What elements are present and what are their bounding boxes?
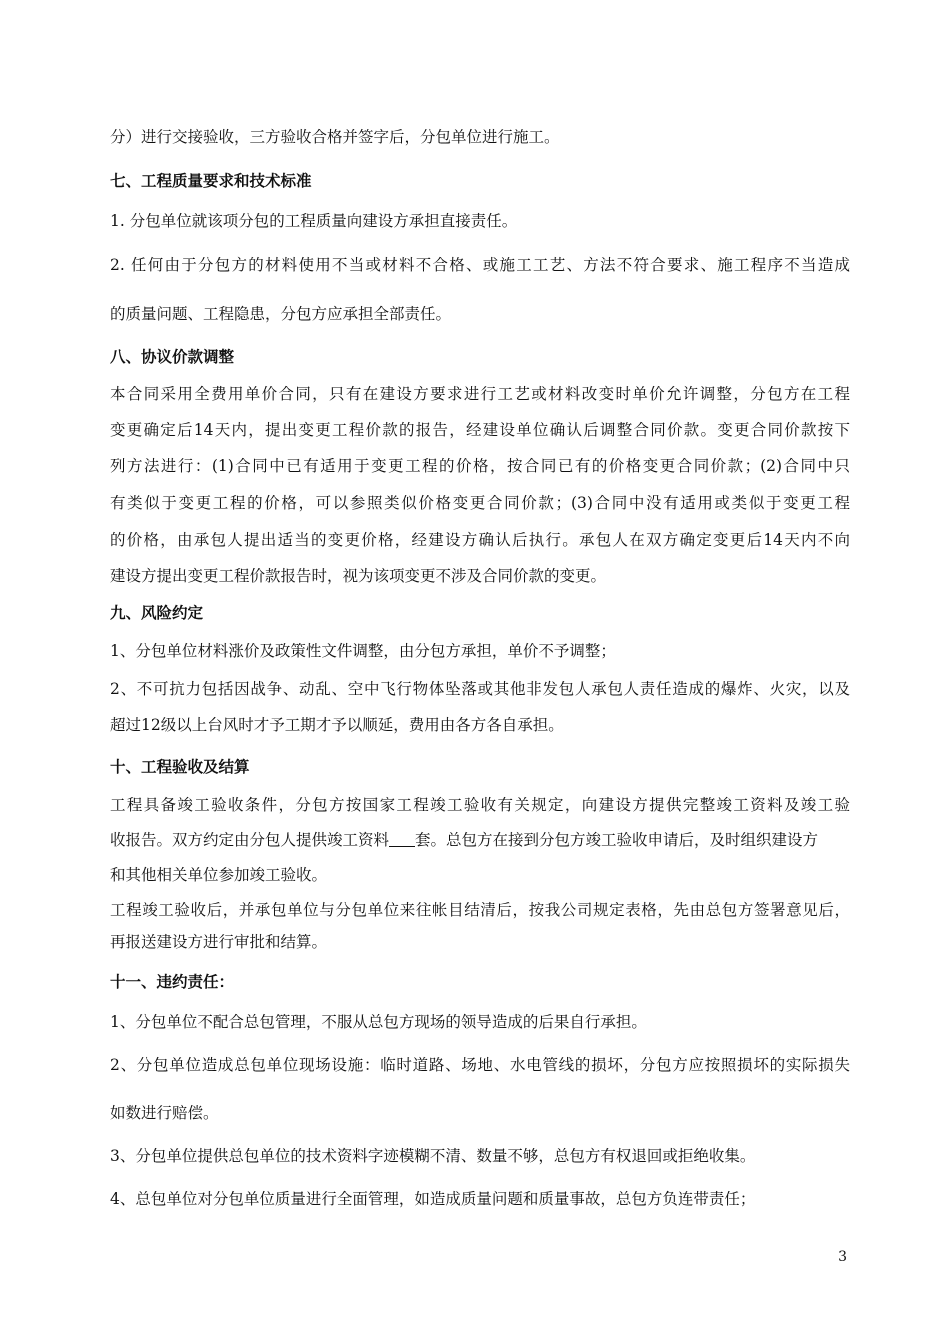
paragraph-line: 1、分包单位材料涨价及政策性文件调整，由分包方承担，单价不予调整；	[110, 642, 616, 660]
page-number: 3	[838, 1249, 847, 1265]
section-heading-11: 十一、违约责任：	[110, 972, 235, 991]
paragraph-line: 有类似于变更工程的价格，可以参照类似价格变更合同价款；(3)合同中没有适用或类似于变更工程	[110, 494, 850, 512]
section-heading-7: 七、工程质量要求和技术标准	[110, 171, 312, 190]
paragraph-line: 如数进行赔偿。	[110, 1104, 219, 1122]
paragraph-line: 2、不可抗力包括因战争、动乱、空中飞行物体坠落或其他非发包人承包人责任造成的爆炸、火灾，以及	[110, 680, 850, 698]
paragraph-line: 的价格，由承包人提出适当的变更价格，经建设方确认后执行。承包人在双方确定变更后14天内不向	[110, 531, 850, 549]
section-heading-10: 十、工程验收及结算	[110, 757, 250, 776]
paragraph-line: 建设方提出变更工程价款报告时，视为该项变更不涉及合同价款的变更。	[110, 567, 607, 585]
paragraph-line: 再报送建设方进行审批和结算。	[110, 933, 328, 951]
paragraph-line: 2、分包单位造成总包单位现场设施：临时道路、场地、水电管线的损坏，分包方应按照损坏的实际损失	[110, 1056, 850, 1074]
fill-in-blank	[389, 832, 415, 847]
paragraph-line: 超过12级以上台风时才予工期才予以顺延，费用由各方各自承担。	[110, 716, 564, 734]
paragraph-line: 和其他相关单位参加竣工验收。	[110, 866, 328, 884]
section-heading-9: 九、风险约定	[110, 603, 204, 622]
paragraph-line: 变更确定后14天内，提出变更工程价款的报告，经建设单位确认后调整合同价款。变更合同价款按下	[110, 421, 850, 439]
paragraph-line: 的质量问题、工程隐患，分包方应承担全部责任。	[110, 305, 452, 323]
paragraph-line: 3、分包单位提供总包单位的技术资料字迹模糊不清、数量不够，总包方有权退回或拒绝收集。	[110, 1147, 756, 1165]
paragraph-line: 分）进行交接验收，三方验收合格并签字后，分包单位进行施工。	[110, 128, 560, 146]
paragraph-line: 2. 任何由于分包方的材料使用不当或材料不合格、或施工工艺、方法不符合要求、施工程序不当造成	[110, 256, 850, 274]
paragraph-line: 工程具备竣工验收条件，分包方按国家工程竣工验收有关规定，向建设方提供完整竣工资料及竣工验	[110, 796, 850, 814]
paragraph-line	[110, 830, 850, 850]
paragraph-line: 1. 分包单位就该项分包的工程质量向建设方承担直接责任。	[110, 212, 518, 230]
paragraph-line: 4、总包单位对分包单位质量进行全面管理，如造成质量问题和质量事故，总包方负连带责任；	[110, 1190, 756, 1208]
paragraph-line: 列方法进行：(1)合同中已有适用于变更工程的价格，按合同已有的价格变更合同价款；(2)合同中只	[110, 457, 850, 475]
line-segment: 收报告。双方约定由分包人提供竣工资料	[110, 831, 390, 849]
section-heading-8: 八、协议价款调整	[110, 347, 235, 366]
line-segment: 套。总包方在接到分包方竣工验收申请后，及时组织建设方	[415, 831, 819, 849]
paragraph-line: 1、分包单位不配合总包管理，不服从总包方现场的领导造成的后果自行承担。	[110, 1013, 647, 1031]
paragraph-line: 工程竣工验收后，并承包单位与分包单位来往帐目结清后，按我公司规定表格，先由总包方签署意见后，	[110, 901, 850, 919]
paragraph-line: 本合同采用全费用单价合同，只有在建设方要求进行工艺或材料改变时单价允许调整，分包方在工程	[110, 385, 850, 403]
